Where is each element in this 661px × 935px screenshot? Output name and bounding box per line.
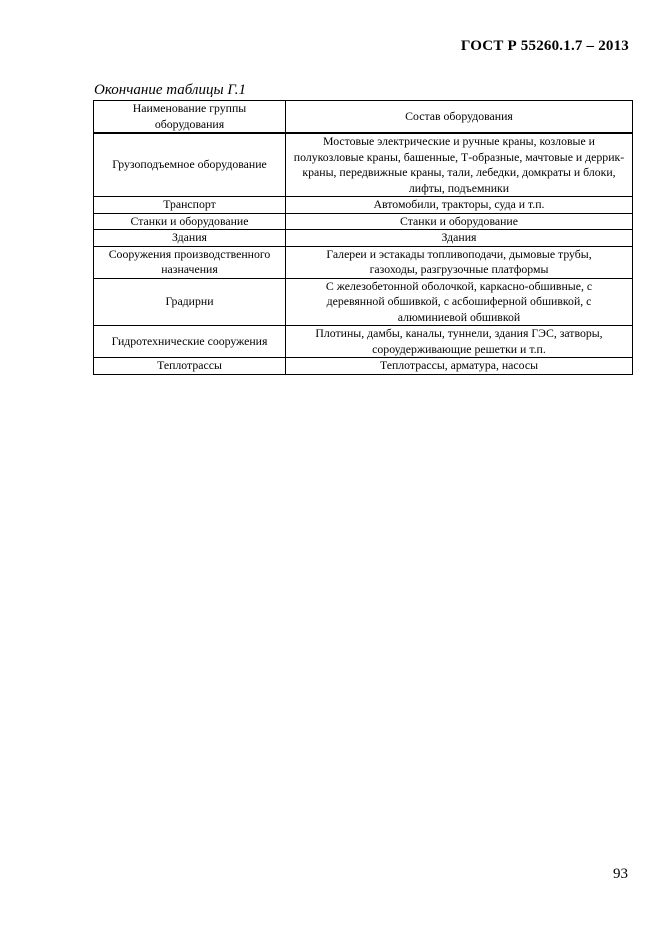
table-row bbox=[94, 358, 633, 375]
cell-group: Градирни bbox=[94, 278, 286, 326]
cell-composition: С железобетонной оболочкой, каркасно-обшивные, с деревянной обшивкой, с асбошиферной обшивкой, с алюминиевой обшивкой bbox=[286, 278, 633, 326]
column-header-composition: Состав оборудования bbox=[286, 101, 633, 134]
cell-composition: Теплотрассы, арматура, насосы bbox=[286, 358, 633, 375]
table-row bbox=[94, 133, 633, 197]
table-row bbox=[94, 230, 633, 247]
cell-composition: Галереи и эстакады топливоподачи, дымовые трубы, газоходы, разгрузочные платформы bbox=[286, 246, 633, 278]
cell-group: Сооружения производственного назначения bbox=[94, 246, 286, 278]
cell-composition: Автомобили, тракторы, суда и т.п. bbox=[286, 197, 633, 214]
table-row bbox=[94, 326, 633, 358]
cell-group: Теплотрассы bbox=[94, 358, 286, 375]
page-number: 93 bbox=[613, 866, 628, 882]
cell-composition: Плотины, дамбы, каналы, туннели, здания ГЭС, затворы, сороудерживающие решетки и т.п. bbox=[286, 326, 633, 358]
cell-group: Грузоподъемное оборудование bbox=[94, 133, 286, 197]
document-header: ГОСТ Р 55260.1.7 – 2013 bbox=[460, 38, 629, 54]
table-row bbox=[94, 197, 633, 214]
cell-composition: Станки и оборудование bbox=[286, 213, 633, 230]
cell-group: Станки и оборудование bbox=[94, 213, 286, 230]
cell-group: Транспорт bbox=[94, 197, 286, 214]
table-row bbox=[94, 213, 633, 230]
table-row bbox=[94, 278, 633, 326]
table-header-row bbox=[94, 101, 633, 134]
table-row bbox=[94, 246, 633, 278]
table-caption: Окончание таблицы Г.1 bbox=[94, 82, 247, 98]
cell-composition: Здания bbox=[286, 230, 633, 247]
cell-group: Гидротехнические сооружения bbox=[94, 326, 286, 358]
column-header-group: Наименование группы оборудования bbox=[94, 101, 286, 134]
cell-composition: Мостовые электрические и ручные краны, козловые и полукозловые краны, башенные, Т-образные, мачтовые и деррик-краны, передвижные краны, тали, лебедки, домкраты и блоки, лифты, подъемники bbox=[286, 133, 633, 197]
equipment-table bbox=[93, 100, 633, 375]
cell-group: Здания bbox=[94, 230, 286, 247]
